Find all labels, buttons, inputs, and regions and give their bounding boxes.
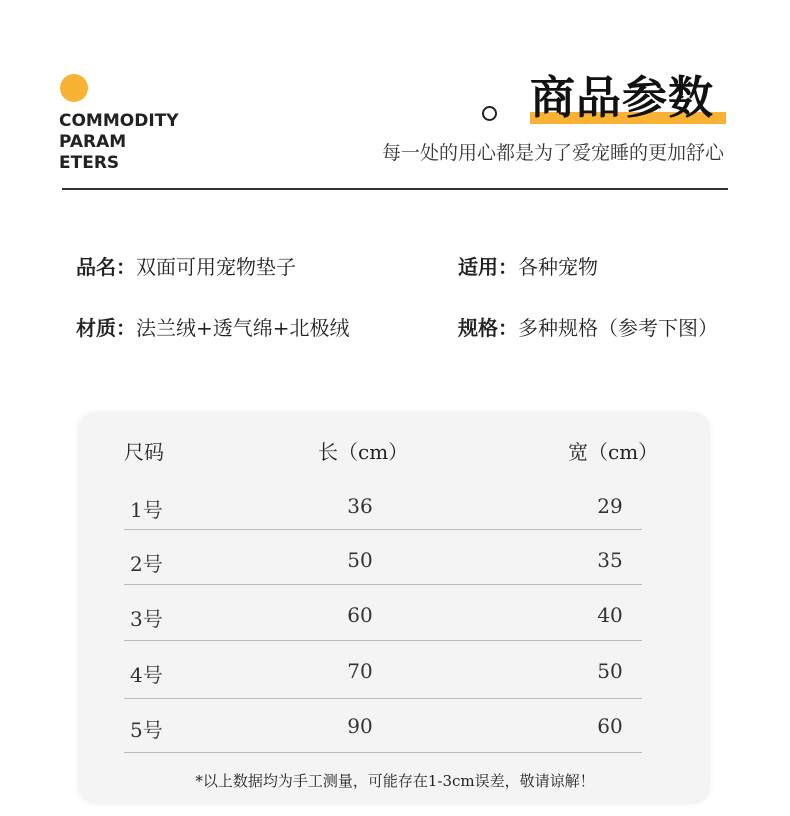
english-title-line-3: ETERS <box>59 153 120 173</box>
table-row-divider <box>124 584 642 585</box>
accent-dot <box>60 74 88 102</box>
table-header-size: 尺码 <box>124 440 164 464</box>
table-row-1-length: 36 <box>347 494 373 518</box>
spec-product-name-value: 双面可用宠物垫子 <box>136 255 296 279</box>
circle-decoration-icon <box>482 106 497 121</box>
english-title-line-2: PARAM <box>59 132 127 152</box>
table-row-4-length: 70 <box>347 659 373 683</box>
table-row-divider <box>124 640 642 641</box>
table-row-3-width: 40 <box>597 603 623 627</box>
table-row-1-size: 1号 <box>130 498 163 522</box>
table-row-divider <box>124 752 642 753</box>
spec-size-label: 规格： <box>458 316 518 340</box>
spec-product-name-label: 品名： <box>76 255 136 279</box>
english-title-line-1: COMMODITY <box>59 111 179 131</box>
measurement-footnote: *以上数据均为手工测量，可能存在1-3cm误差，敬请谅解！ <box>195 772 595 790</box>
spec-material-value: 法兰绒+透气绵+北极绒 <box>136 316 350 340</box>
spec-material-label: 材质： <box>76 316 136 340</box>
table-row-5-size: 5号 <box>130 718 163 742</box>
table-row-2-length: 50 <box>347 548 373 572</box>
header-divider <box>62 188 728 190</box>
spec-material <box>76 312 350 341</box>
spec-suitable <box>458 251 598 280</box>
table-row-3-length: 60 <box>347 603 373 627</box>
section-subtitle: 每一处的用心都是为了爱宠睡的更加舒心 <box>381 142 724 164</box>
spec-size <box>458 312 718 341</box>
table-row-4-width: 50 <box>597 659 623 683</box>
spec-suitable-value: 各种宠物 <box>518 255 598 279</box>
table-row-divider <box>124 529 642 530</box>
table-row-2-size: 2号 <box>130 552 163 576</box>
english-section-title <box>59 111 199 174</box>
table-row-5-length: 90 <box>347 714 373 738</box>
chinese-section-title: 商品参数 <box>530 71 715 124</box>
table-row-5-width: 60 <box>597 714 623 738</box>
chinese-title-block <box>530 70 730 126</box>
spec-size-value: 多种规格（参考下图） <box>518 316 718 340</box>
spec-product-name <box>76 251 296 280</box>
table-row-1-width: 29 <box>597 494 623 518</box>
table-row-divider <box>124 698 642 699</box>
table-row-2-width: 35 <box>597 548 623 572</box>
spec-suitable-label: 适用： <box>458 255 518 279</box>
table-row-4-size: 4号 <box>130 663 163 687</box>
table-row-3-size: 3号 <box>130 607 163 631</box>
table-header-length: 长（cm） <box>318 440 409 464</box>
table-header-width: 宽（cm） <box>568 440 659 464</box>
